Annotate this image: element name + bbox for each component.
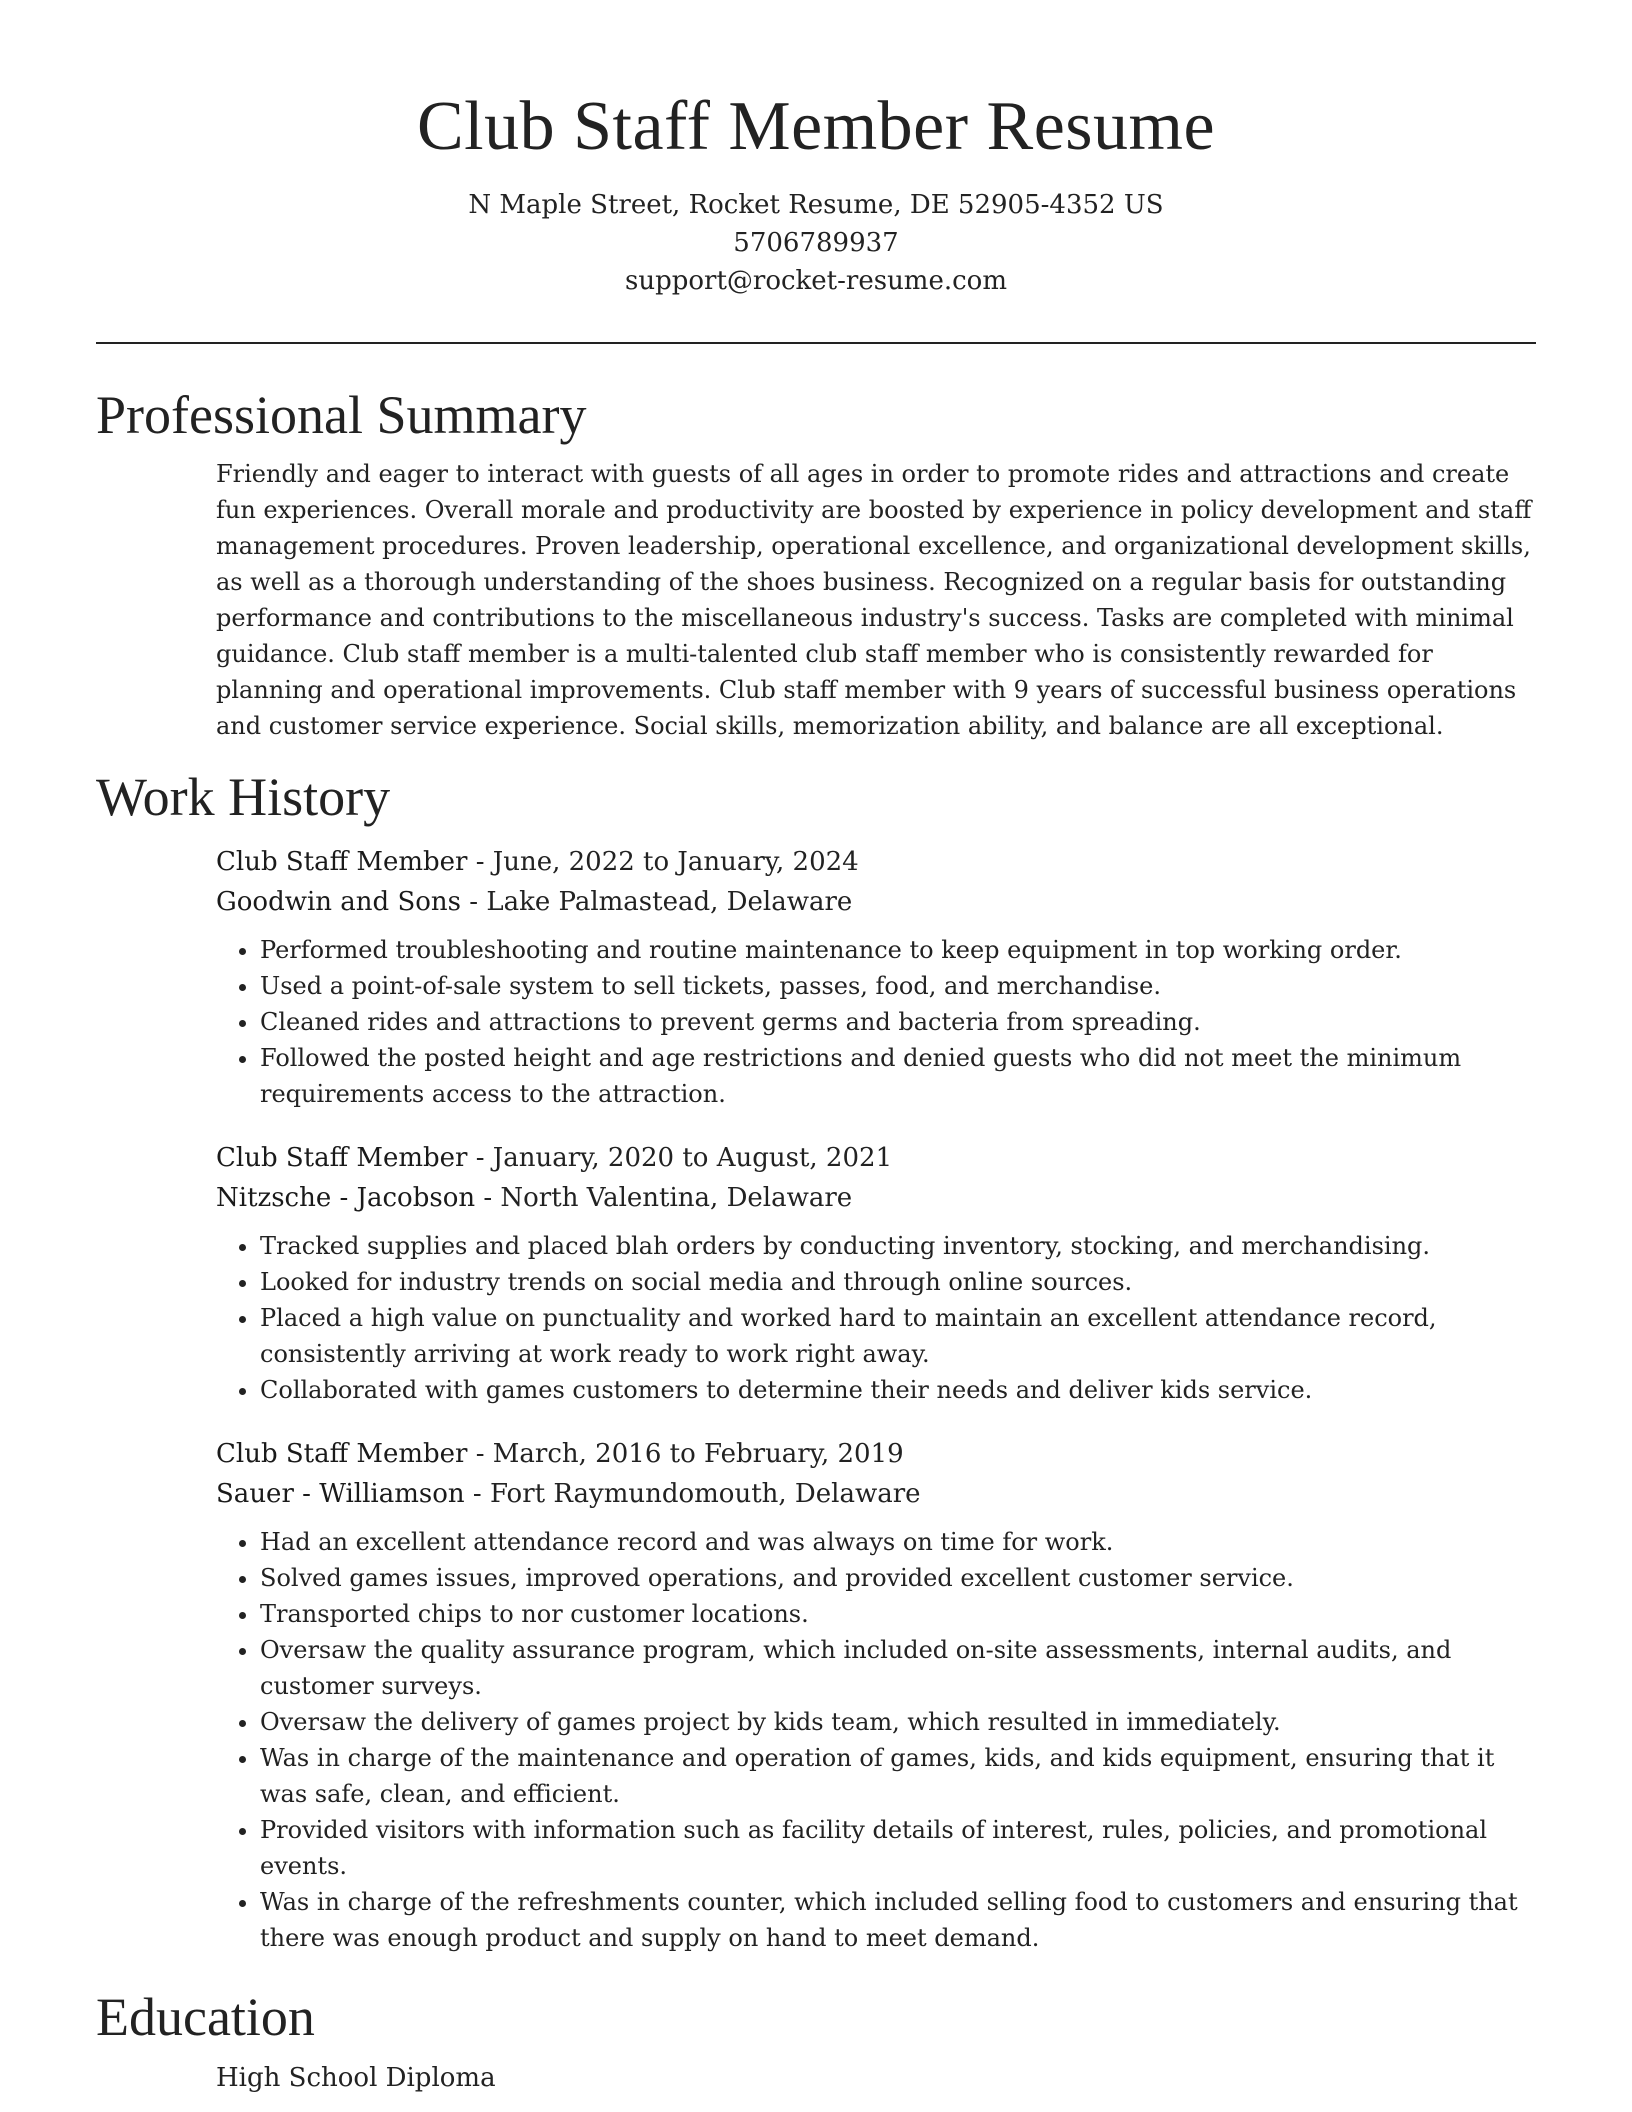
work-history-heading: Work History xyxy=(96,767,391,827)
address-text: N Maple Street, Rocket Resume, DE 52905-4352 US xyxy=(468,190,1164,220)
summary-text: Friendly and eager to interact with guests of all ages in order to promote rides and attractions and create fun experiences. Overall morale and productivity are boosted by experience in policy development and staff management procedures. Proven leadership, operational excellence, and organizational development skills, as well as a thorough understanding of the shoes business. Recognized on a regular basis for outstanding performance and contributions to the miscellaneous industry's success. Tasks are completed with minimal guidance. Club staff member is a multi-talented club staff member who is consistently rewarded for planning and operational improvements. Club staff member with 9 years of successful business operations and customer service experience. Social skills, memorization ability, and balance are all exceptional. xyxy=(216,460,1532,740)
job-company: Sauer - Williamson xyxy=(216,1479,465,1509)
job-title: Club Staff Member xyxy=(216,1439,468,1469)
job-bullet-list xyxy=(216,932,1536,1112)
job-dates: - March, 2016 to February, 2019 xyxy=(467,1439,904,1469)
job-dates: - June, 2022 to January, 2024 xyxy=(467,847,859,877)
job-bullet-list xyxy=(216,1228,1536,1408)
job-company-line xyxy=(216,1178,1536,1218)
job-dates: - January, 2020 to August, 2021 xyxy=(467,1143,893,1173)
list-item: • Placed a high value on punctuality and worked hard to maintain an excellent attendance record, consistently arriving at work ready to work right away. xyxy=(260,1300,1536,1372)
list-item: • Oversaw the delivery of games project by kids team, which resulted in immediately. xyxy=(260,1704,1536,1740)
email-text: support@rocket-resume.com xyxy=(624,266,1007,296)
list-item: • Oversaw the quality assurance program, which included on-site assessments, internal audits, and customer surveys. xyxy=(260,1632,1536,1704)
job-title-line xyxy=(216,842,1536,882)
job-entry xyxy=(216,842,1536,1112)
list-item: • Provided visitors with information such as facility details of interest, rules, policies, and promotional events. xyxy=(260,1812,1536,1884)
header-divider xyxy=(96,342,1536,344)
education-section xyxy=(96,1982,1536,2098)
job-company-line xyxy=(216,882,1536,922)
resume-body xyxy=(96,380,1536,2098)
work-history-section xyxy=(96,762,1536,1956)
job-title: Club Staff Member xyxy=(216,847,468,877)
education-heading: Education xyxy=(96,1987,315,2047)
resume-header xyxy=(0,82,1632,300)
job-company-line xyxy=(216,1474,1536,1514)
job-entry xyxy=(216,1434,1536,1956)
list-item: • Performed troubleshooting and routine maintenance to keep equipment in top working order. xyxy=(260,932,1536,968)
phone-text: 5706789937 xyxy=(733,228,899,258)
list-item: • Transported chips to nor customer locations. xyxy=(260,1596,1536,1632)
job-company: Nitzsche - Jacobson xyxy=(216,1183,476,1213)
list-item: • Followed the posted height and age restrictions and denied guests who did not meet the minimum requirements access to the attraction. xyxy=(260,1040,1536,1112)
job-location: - Lake Palmastead, Delaware xyxy=(461,887,853,917)
summary-heading: Professional Summary xyxy=(96,385,587,445)
contact-block xyxy=(0,186,1632,300)
list-item: • Was in charge of the maintenance and operation of games, kids, and kids equipment, ensuring that it was safe, clean, and efficient. xyxy=(260,1740,1536,1812)
job-bullet-list xyxy=(216,1524,1536,1956)
job-title-line xyxy=(216,1434,1536,1474)
job-company: Goodwin and Sons xyxy=(216,887,462,917)
education-entry: High School Diploma xyxy=(216,2063,496,2093)
resume-title: Club Staff Member Resume xyxy=(416,88,1216,165)
list-item: • Cleaned rides and attractions to prevent germs and bacteria from spreading. xyxy=(260,1004,1536,1040)
job-title-line xyxy=(216,1138,1536,1178)
list-item: • Used a point-of-sale system to sell tickets, passes, food, and merchandise. xyxy=(260,968,1536,1004)
job-location: - Fort Raymundomouth, Delaware xyxy=(464,1479,921,1509)
list-item: • Solved games issues, improved operations, and provided excellent customer service. xyxy=(260,1560,1536,1596)
list-item: • Tracked supplies and placed blah orders by conducting inventory, stocking, and merchandising. xyxy=(260,1228,1536,1264)
job-location: - North Valentina, Delaware xyxy=(475,1183,853,1213)
list-item: • Was in charge of the refreshments counter, which included selling food to customers and ensuring that there was enough product and supply on hand to meet demand. xyxy=(260,1884,1536,1956)
list-item: • Looked for industry trends on social media and through online sources. xyxy=(260,1264,1536,1300)
job-title: Club Staff Member xyxy=(216,1143,468,1173)
summary-section xyxy=(96,380,1536,744)
job-entry xyxy=(216,1138,1536,1408)
list-item: • Had an excellent attendance record and was always on time for work. xyxy=(260,1524,1536,1560)
list-item: • Collaborated with games customers to determine their needs and deliver kids service. xyxy=(260,1372,1536,1408)
